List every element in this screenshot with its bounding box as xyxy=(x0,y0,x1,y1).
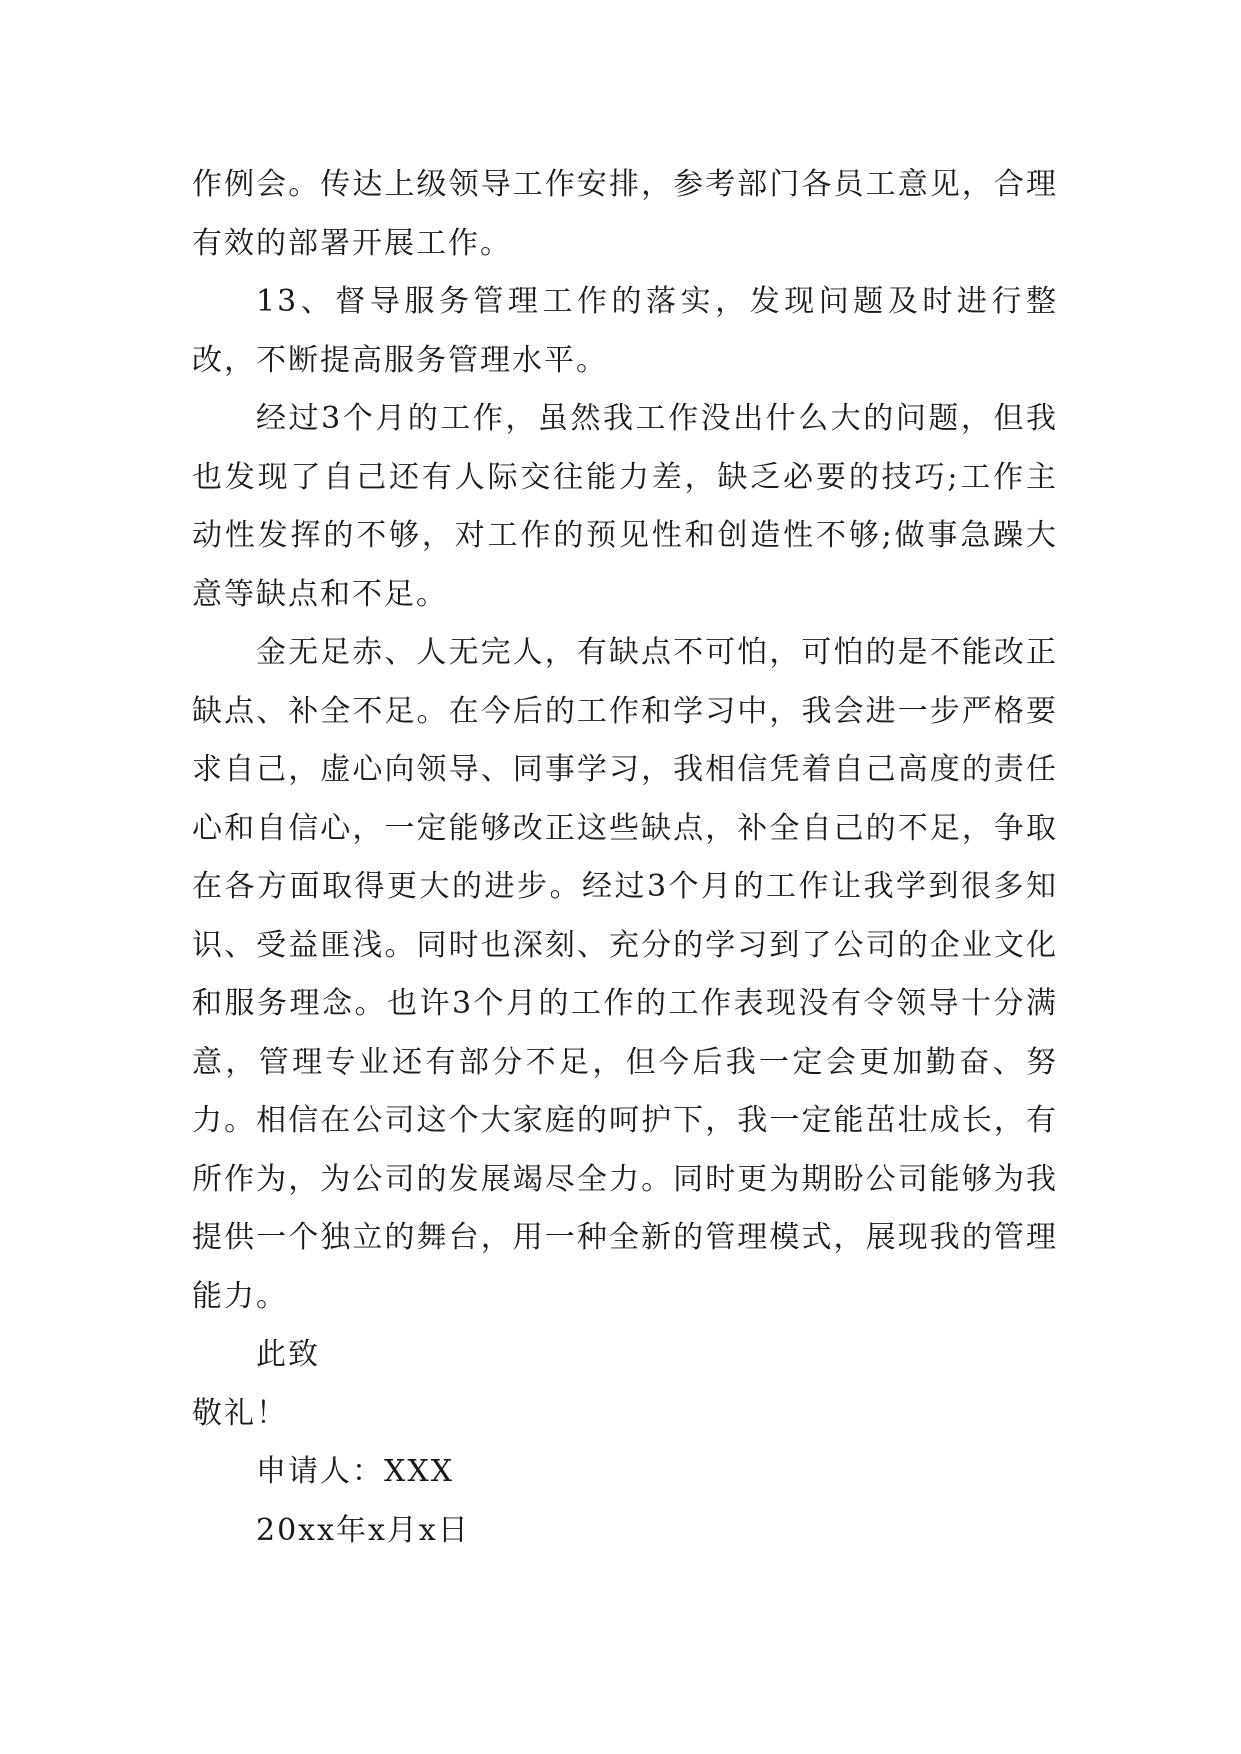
closing-phrase: 此致 xyxy=(256,1337,320,1372)
signature: 申请人：XXX xyxy=(256,1454,455,1489)
document-body xyxy=(192,156,1058,1560)
paragraph-continuation: 作例会。传达上级领导工作安排，参考部门各员工意见，合理有效的部署开展工作。 xyxy=(192,167,1058,261)
date: 20xx年x月x日 xyxy=(256,1512,470,1548)
paragraph-item-13: 13、督导服务管理工作的落实，发现问题及时进行整改，不断提高服务管理水平。 xyxy=(192,284,1058,378)
salute: 敬礼！ xyxy=(192,1395,288,1431)
paragraph-self-assessment: 经过3个月的工作，虽然我工作没出什么大的问题，但我也发现了自己还有人际交往能力差，缺乏必要的技巧;工作主动性发挥的不够，对工作的预见性和创造性不够;做事急躁大意等缺点和不足。 xyxy=(192,401,1058,612)
paragraph-improvement-plan: 金无足赤、人无完人，有缺点不可怕，可怕的是不能改正缺点、补全不足。在今后的工作和学习中，我会进一步严格要求自己，虚心向领导、同事学习，我相信凭着自己高度的责任心和自信心，一定能够改正这些缺点，补全自己的不足，争取在各方面取得更大的进步。经过3个月的工作让我学到很多知识、受益匪浅。同时也深刻、充分的学习到了公司的企业文化和服务理念。也许3个月的工作的工作表现没有令领导十分满意，管理专业还有部分不足，但今后我一定会更加勤奋、努力。相信在公司这个大家庭的呵护下，我一定能茁壮成长，有所作为，为公司的发展竭尽全力。同时更为期盼公司能够为我提供一个独立的舞台，用一种全新的管理模式，展现我的管理能力。 xyxy=(192,635,1058,1314)
